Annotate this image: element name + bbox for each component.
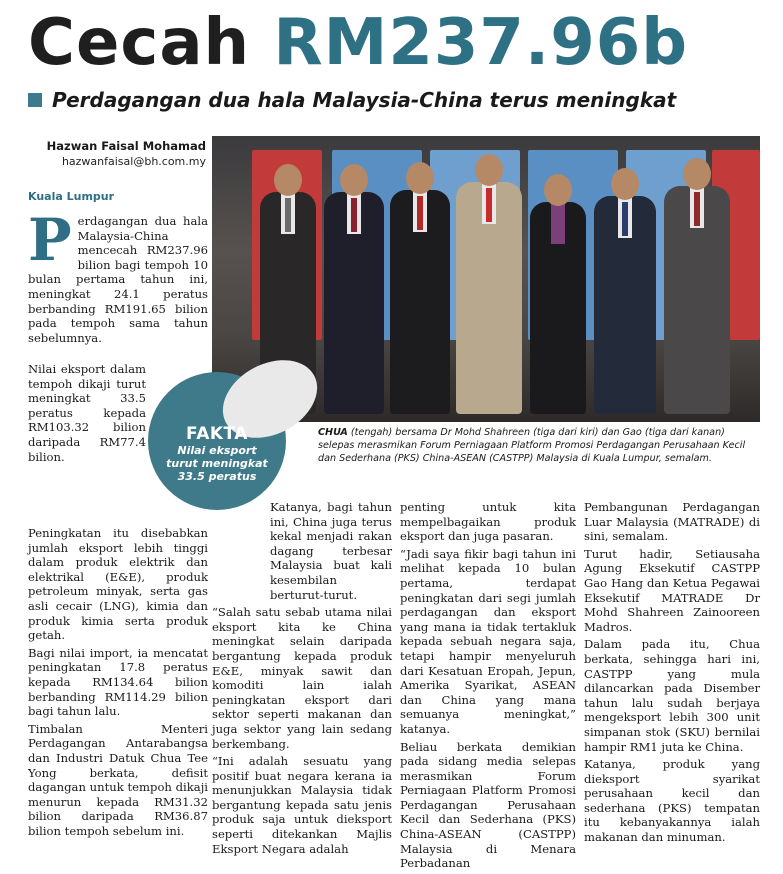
headline-part-1: Cecah bbox=[28, 6, 274, 80]
drop-cap: P bbox=[28, 206, 72, 274]
paragraph-15: Katanya, produk yang dieksport syarikat perusahaan kecil dan sederhana (PKS) tempatan itu kebanyakannya ialah makanan dan minuman. bbox=[584, 757, 760, 845]
paragraph-4: Bagi nilai import, ia mencatat peningkatan 17.8 peratus kepada RM134.64 bilion berbanding RM114.29 bilion bagi tahun lalu. bbox=[28, 645, 208, 719]
article-column-1-bottom bbox=[28, 526, 208, 841]
article-column-3 bbox=[400, 500, 576, 874]
headline-part-2: RM237.96b bbox=[273, 6, 689, 80]
subheadline-text: Perdagangan dua hala Malaysia-China terus meningkat bbox=[52, 88, 677, 112]
paragraph-10: “Jadi saya fikir bagi tahun ini melihat kepada 10 bulan pertama, terdapat peningkatan dari segi jumlah perdagangan dan eksport yang mana ia tidak tertakluk kepada sebuah negara saja, tetapi hampir menyeluruh dari Kesatuan Eropah, Jepun, Amerika Syarikat, ASEAN dan China yang mana semuanya meningkat,” katanya. bbox=[400, 546, 576, 736]
fakta-title: FAKTA bbox=[186, 424, 248, 444]
paragraph-13: Turut hadir, Setiausaha Agung Eksekutif CASTPP Gao Hang dan Ketua Pegawai Eksekutif MATRADE Dr Mohd Shahreen Zainooreen Madros. bbox=[584, 546, 760, 634]
paragraph-3: Peningkatan itu disebabkan jumlah eksport lebih tinggi dalam produk elektrik dan elektrikal (E&E), produk petroleum minyak, serta gas asli cecair (LNG), kimia dan produk kimia serta produk getah. bbox=[28, 526, 208, 643]
person-7 bbox=[664, 158, 730, 414]
fakta-text: Nilai eksport turut meningkat 33.5 peratus bbox=[166, 444, 268, 483]
paragraph-2: Nilai eksport dalam tempoh dikaji turut meningkat 33.5 peratus kepada RM103.32 bilion daripada RM77.4 bilion. bbox=[28, 362, 146, 464]
paragraph-14: Dalam pada itu, Chua berkata, sehingga hari ini, CASTPP yang mula dilancarkan pada Disember tahun lalu sudah berjaya mengeksport lebih 300 unit simpanan stok (SKU) bernilai hampir RM1 juta ke China. bbox=[584, 637, 760, 754]
paragraph-8: “Ini adalah sesuatu yang positif buat negara kerana ia menunjukkan Malaysia tidak bergantung kepada satu jenis produk saja untuk dieksport seperti ditekankan Majlis Eksport Negara adalah bbox=[212, 754, 392, 856]
author-name: Hazwan Faisal Mohamad bbox=[46, 139, 206, 153]
article-column-1-top bbox=[28, 206, 208, 348]
dateline: Kuala Lumpur bbox=[28, 190, 115, 203]
article-column-4 bbox=[584, 500, 760, 848]
person-2 bbox=[324, 164, 384, 414]
paragraph-1: Perdagangan dua hala Malaysia-China mencecah RM237.96 bilion bagi tempoh 10 bulan pertama tahun ini, meningkat 24.1 peratus berbanding RM191.65 bilion pada tempoh sama tahun sebelumnya. bbox=[28, 206, 208, 345]
square-bullet-icon bbox=[28, 93, 42, 107]
paragraph-9: penting untuk kita mempelbagaikan produk eksport dan juga pasaran. bbox=[400, 500, 576, 544]
paragraph-5: Timbalan Menteri Perdagangan Antarabangsa dan Industri Datuk Chua Tee Yong berkata, defisit dagangan untuk tempoh dikaji menurun kepada RM31.32 bilion daripada RM36.87 bilion tempoh sebelum ini. bbox=[28, 721, 208, 838]
fakta-callout bbox=[148, 372, 286, 510]
headline bbox=[28, 4, 768, 82]
article-column-1-mid bbox=[28, 362, 146, 467]
paragraph-12: Pembangunan Perdagangan Luar Malaysia (MATRADE) di sini, semalam. bbox=[584, 500, 760, 544]
paragraph-11: Beliau berkata demikian pada sidang media selepas merasmikan Forum Perniagaan Platform Promosi Perdagangan Perusahaan Kecil dan Sederhana (PKS) China-ASEAN (CASTPP) Malaysia di Menara Perbadanan bbox=[400, 739, 576, 871]
byline bbox=[28, 138, 206, 170]
subheadline bbox=[28, 86, 768, 114]
person-3 bbox=[390, 162, 450, 414]
paragraph-7: “Salah satu sebab utama nilai eksport kita ke China meningkat selain daripada bergantung kepada produk E&E, minyak sawit dan komoditi lain ialah peningkatan eksport dari sektor seperti makanan dan juga sektor yang lain sedang berkembang. bbox=[212, 605, 392, 751]
article-column-2 bbox=[212, 500, 392, 859]
paragraph-6: Katanya, bagi tahun ini, China juga terus kekal menjadi rakan dagang terbesar Malaysia buat kali kesembilan berturut-turut. bbox=[270, 500, 392, 602]
photo-caption bbox=[318, 426, 762, 465]
caption-lead: CHUA bbox=[318, 427, 348, 438]
person-4 bbox=[456, 154, 522, 414]
author-email: hazwanfaisal@bh.com.my bbox=[61, 155, 206, 168]
caption-text: (tengah) bersama Dr Mohd Shahreen (tiga dari kiri) dan Gao (tiga dari kanan) selepas merasmikan Forum Perniagaan Platform Promosi Perdagangan Perusahaan Kecil dan Sederhana (PKS) China-ASEAN (CASTPP) Malaysia di Kuala Lumpur, semalam. bbox=[318, 427, 746, 464]
person-5 bbox=[530, 174, 586, 414]
person-6 bbox=[594, 168, 656, 414]
